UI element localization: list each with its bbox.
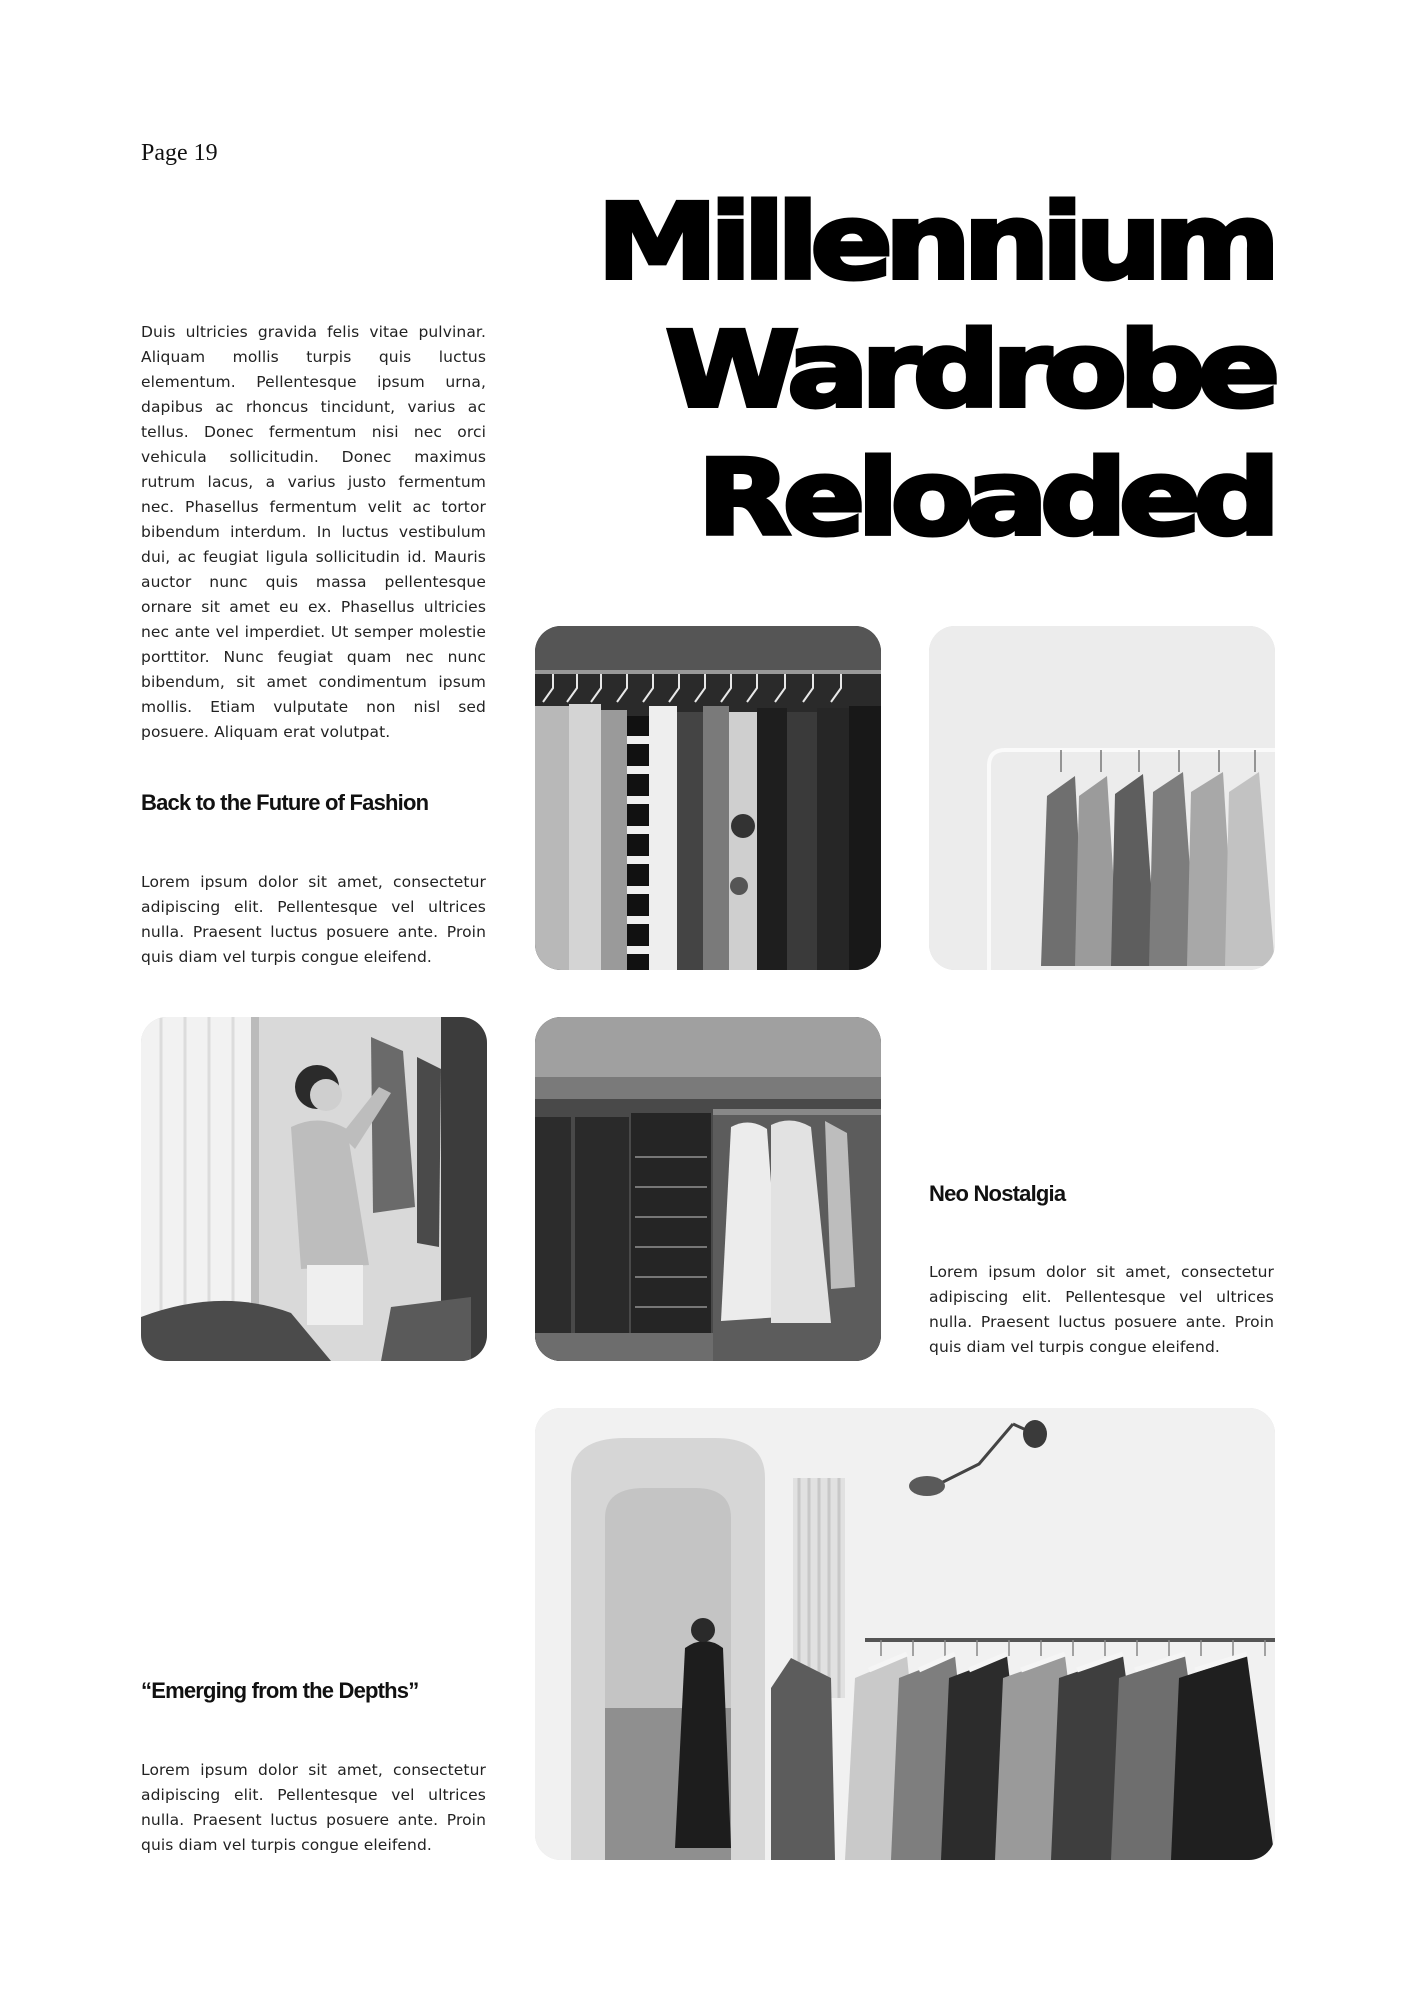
section-heading-emerging: “Emerging from the Depths”	[141, 1678, 419, 1703]
built-in-closet-photo	[535, 1017, 881, 1361]
wardrobe-clothes-photo	[535, 626, 881, 970]
section-text-emerging: Lorem ipsum dolor sit amet, consectetur adipiscing elit. Pellentesque vel ultrices nulla. Praesent luctus posuere ante. Proin quis diam vel turpis congue eleifend.	[141, 1761, 486, 1854]
page-number: Page 19	[141, 140, 218, 166]
boutique-interior-photo	[535, 1408, 1275, 1860]
intro-paragraph: Duis ultricies gravida felis vitae pulvinar. Aliquam mollis turpis quis luctus elementum. Pellentesque ipsum urna, dapibus ac rhoncus tincidunt, varius ac tellus. Donec fermentum nisi nec orci vehicula sollicitudin. Donec maximus rutrum lacus, a varius justo fermentum nec. Phasellus fermentum velit ac tortor bibendum interdum. In luctus vestibulum dui, ac feugiat ligula sollicitudin id. Mauris auctor nunc quis massa pellentesque ornare sit amet eu ex. Phasellus ultricies nec ante vel imperdiet. Ut semper molestie porttitor. Nunc feugiat quam nec nunc bibendum, sit amet condimentum ipsum mollis. Etiam vulputate non nisl sed posuere. Aliquam erat volutpat.	[141, 323, 486, 741]
section-text-neo-nostalgia: Lorem ipsum dolor sit amet, consectetur adipiscing elit. Pellentesque vel ultrices nulla. Praesent luctus posuere ante. Proin quis diam vel turpis congue eleifend.	[929, 1263, 1274, 1356]
woman-browsing-photo	[141, 1017, 487, 1361]
section-heading-neo-nostalgia: Neo Nostalgia	[929, 1181, 1066, 1206]
page-title	[596, 178, 1272, 562]
title-line-2: Wardrobe	[665, 309, 1272, 431]
section-heading-back-to-future: Back to the Future of Fashion	[141, 790, 429, 815]
title-line-1: Millennium	[596, 181, 1272, 303]
section-text-back-to-future: Lorem ipsum dolor sit amet, consectetur adipiscing elit. Pellentesque vel ultrices nulla. Praesent luctus posuere ante. Proin quis diam vel turpis congue eleifend.	[141, 873, 486, 966]
clothes-rack-photo	[929, 626, 1275, 970]
title-line-3: Reloaded	[697, 437, 1272, 559]
